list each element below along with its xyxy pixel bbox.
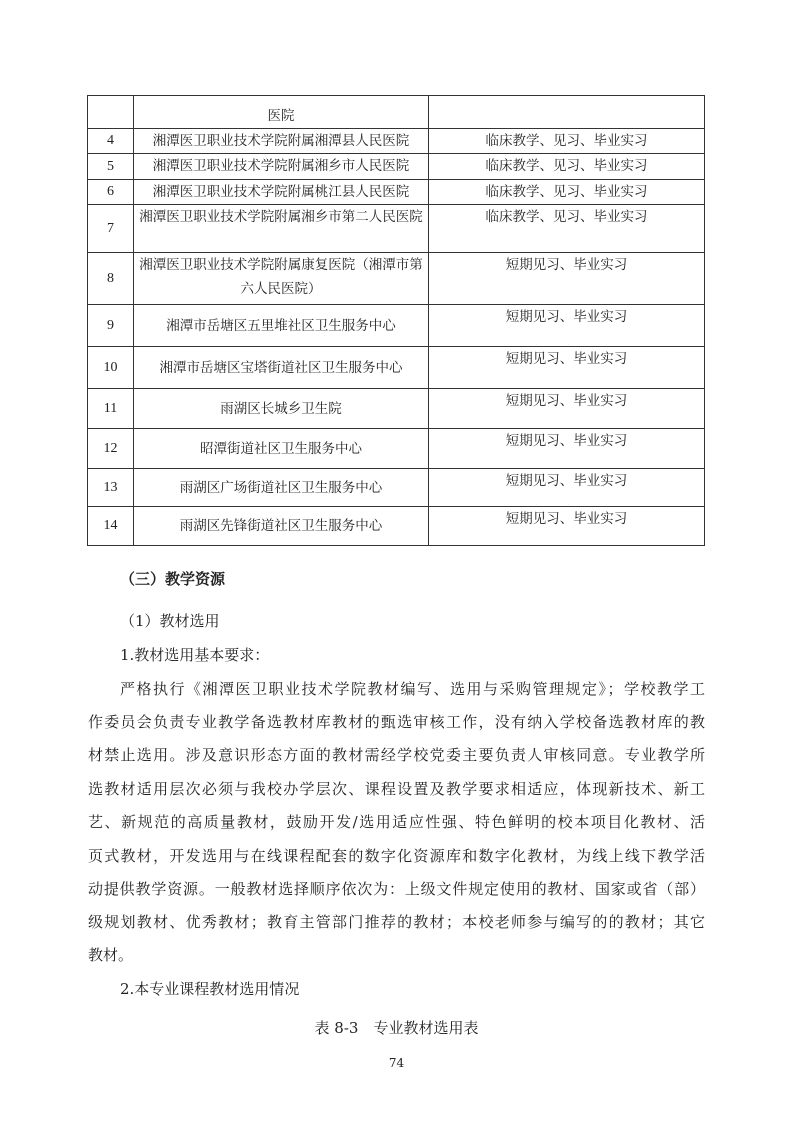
- base-name: 湘潭医卫职业技术学院附属桃江县人民医院: [134, 180, 429, 205]
- paragraph-line: 教材。: [88, 946, 134, 964]
- paragraph-line: 作委员会负责专业教学备选教材库教材的甄选审核工作，没有纳入学校备选教材库的教: [88, 713, 705, 731]
- table-caption: 表 8-3 专业教材选用表: [314, 1019, 479, 1037]
- row-number: 13: [88, 469, 134, 507]
- base-name: 雨湖区广场街道社区卫生服务中心: [134, 469, 429, 507]
- base-usage: 短期见习、毕业实习: [429, 305, 705, 347]
- base-name: 湘潭医卫职业技术学院附属湘乡市人民医院: [134, 154, 429, 180]
- paragraph-line: 级规划教材、优秀教材；教育主管部门推荐的教材；本校老师参与编写的的教材；其它: [88, 913, 705, 931]
- base-usage: 临床教学、见习、毕业实习: [429, 154, 705, 180]
- item-heading: 2.本专业课程教材选用情况: [120, 980, 300, 998]
- table-row: [88, 154, 705, 180]
- base-name: 湘潭市岳塘区宝塔街道社区卫生服务中心: [134, 347, 429, 389]
- base-usage: 短期见习、毕业实习: [429, 389, 705, 429]
- row-number: 12: [88, 429, 134, 469]
- table-row: [88, 129, 705, 154]
- base-usage: 短期见习、毕业实习: [429, 507, 705, 546]
- base-name: 湘潭医卫职业技术学院附属湘乡市第二人民医院: [134, 205, 429, 253]
- table-row: [88, 253, 705, 305]
- table-row: [88, 469, 705, 507]
- paragraph-line: 材禁止选用。涉及意识形态方面的教材需经学校党委主要负责人审核同意。专业教学所: [88, 746, 705, 764]
- table-row: [88, 205, 705, 253]
- table-row: [88, 389, 705, 429]
- paragraph-line: 动提供教学资源。一般教材选择顺序依次为：上级文件规定使用的教材、国家或省（部）: [88, 880, 705, 898]
- paragraph-line: 严格执行《湘潭医卫职业技术学院教材编写、选用与采购管理规定》；学校教学工: [120, 680, 705, 698]
- base-name: 雨湖区长城乡卫生院: [134, 389, 429, 429]
- row-number: 10: [88, 347, 134, 389]
- practice-base-table: [87, 95, 705, 546]
- subheading: （1）教材选用: [120, 612, 220, 630]
- paragraph-line: 选教材适用层次必须与我校办学层次、课程设置及教学要求相适应，体现新技术、新工: [88, 780, 705, 798]
- paragraph-line: 艺、新规范的高质量教材，鼓励开发/选用适应性强、特色鲜明的校本项目化教材、活: [88, 813, 705, 831]
- row-number: 6: [88, 180, 134, 205]
- row-number: 4: [88, 129, 134, 154]
- row-number: 5: [88, 154, 134, 180]
- base-usage: 短期见习、毕业实习: [429, 253, 705, 305]
- base-name: 医院: [134, 96, 429, 129]
- row-number: 11: [88, 389, 134, 429]
- row-number: 8: [88, 253, 134, 305]
- page-number: 74: [388, 1056, 405, 1070]
- row-number: 14: [88, 507, 134, 546]
- base-name: 湘潭医卫职业技术学院附属湘潭县人民医院: [134, 129, 429, 154]
- section-heading: （三）教学资源: [120, 570, 226, 588]
- table-row: [88, 347, 705, 389]
- base-name: 昭潭街道社区卫生服务中心: [134, 429, 429, 469]
- item-heading: 1.教材选用基本要求：: [120, 646, 270, 664]
- base-usage: 临床教学、见习、毕业实习: [429, 205, 705, 253]
- row-number: 9: [88, 305, 134, 347]
- paragraph-line: 页式教材，开发选用与在线课程配套的数字化资源库和数字化教材，为线上线下教学活: [88, 847, 705, 865]
- table-row: [88, 180, 705, 205]
- base-usage: [429, 96, 705, 129]
- row-number: [88, 96, 134, 129]
- base-name: 雨湖区先锋街道社区卫生服务中心: [134, 507, 429, 546]
- row-number: 7: [88, 205, 134, 253]
- table-row: [88, 429, 705, 469]
- base-name: 湘潭市岳塘区五里堆社区卫生服务中心: [134, 305, 429, 347]
- base-usage: 短期见习、毕业实习: [429, 429, 705, 469]
- base-usage: 短期见习、毕业实习: [429, 469, 705, 507]
- base-usage: 临床教学、见习、毕业实习: [429, 129, 705, 154]
- table-row: [88, 507, 705, 546]
- base-usage: 短期见习、毕业实习: [429, 347, 705, 389]
- table-row: [88, 96, 705, 129]
- base-usage: 临床教学、见习、毕业实习: [429, 180, 705, 205]
- base-name: 湘潭医卫职业技术学院附属康复医院（湘潭市第六人民医院）: [134, 253, 429, 305]
- table-row: [88, 305, 705, 347]
